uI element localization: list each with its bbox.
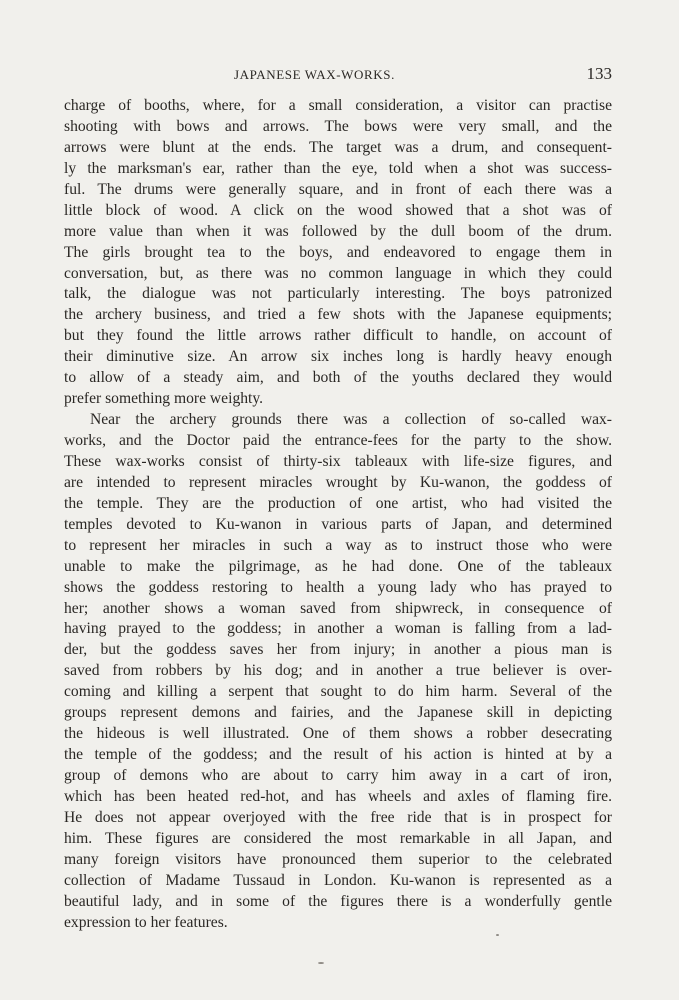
text-line: shows the goddess restoring to health a young lady who has prayed to bbox=[64, 578, 612, 596]
text-line: the temple of the goddess; and the result of his action is hinted at by a bbox=[64, 746, 612, 764]
ink-speck bbox=[496, 934, 499, 936]
text-line: conversation, but, as there was no common language in which they could bbox=[64, 264, 612, 282]
text-line: ful. The drums were generally square, and in front of each there was a bbox=[64, 180, 612, 198]
text-line: talk, the dialogue was not particularly interesting. The boys patronized bbox=[64, 285, 612, 303]
text-line: little block of wood. A click on the wood showed that a shot was of bbox=[64, 201, 612, 219]
page-number: 133 bbox=[586, 64, 612, 83]
text-line: groups represent demons and fairies, and the Japanese skill in depicting bbox=[64, 704, 612, 722]
text-line: the hideous is well illustrated. One of them shows a robber desecrating bbox=[64, 725, 612, 743]
text-line: him. These figures are considered the most remarkable in all Japan, and bbox=[64, 829, 612, 847]
text-line: These wax-works consist of thirty-six tableaux with life-size figures, and bbox=[64, 452, 612, 470]
text-line: temples devoted to Ku-wanon in various parts of Japan, and determined bbox=[64, 515, 612, 533]
text-line: the archery business, and tried a few shots with the Japanese equipments; bbox=[64, 306, 612, 324]
text-line: are intended to represent miracles wrought by Ku-wanon, the goddess of bbox=[64, 473, 612, 491]
text-line: which has been heated red-hot, and has wheels and axles of flaming fire. bbox=[64, 787, 612, 805]
text-line: to represent her miracles in such a way as to instruct those who were bbox=[64, 536, 612, 554]
text-line: her; another shows a woman saved from shipwreck, in consequence of bbox=[64, 599, 612, 617]
paragraph-1 bbox=[64, 96, 612, 410]
text-line: collection of Madame Tussaud in London. Ku-wanon is represented as a bbox=[64, 871, 612, 889]
ink-speck bbox=[318, 962, 324, 964]
text-line: beautiful lady, and in some of the figures there is a wonderfully gentle bbox=[64, 892, 612, 910]
text-line: der, but the goddess saves her from injury; in another a pious man is bbox=[64, 641, 612, 659]
text-line: Near the archery grounds there was a collection of so-called wax- bbox=[90, 411, 612, 429]
text-line: prefer something more weighty. bbox=[64, 390, 264, 408]
text-line: group of demons who are about to carry him away in a cart of iron, bbox=[64, 767, 612, 784]
paragraph-2 bbox=[64, 410, 612, 933]
text-line: unable to make the pilgrimage, as he had done. One of the tableaux bbox=[64, 557, 612, 575]
text-line: having prayed to the goddess; in another a woman is falling from a lad- bbox=[64, 620, 612, 638]
text-line: charge of booths, where, for a small consideration, a visitor can practise bbox=[64, 97, 612, 114]
running-head bbox=[64, 66, 612, 86]
text-line: to allow of a steady aim, and both of the youths declared they would bbox=[64, 369, 612, 387]
running-title: JAPANESE WAX-WORKS. bbox=[234, 67, 395, 82]
text-line: more value than when it was followed by the dull boom of the drum. bbox=[64, 222, 612, 240]
text-line: saved from robbers by his dog; and in another a true believer is over- bbox=[64, 662, 612, 680]
text-line: their diminutive size. An arrow six inches long is hardly heavy enough bbox=[64, 348, 612, 366]
text-line: ly the marksman's ear, rather than the eye, told when a shot was success- bbox=[64, 159, 612, 177]
text-line: many foreign visitors have pronounced them superior to the celebrated bbox=[64, 850, 612, 868]
text-line: works, and the Doctor paid the entrance-fees for the party to the show. bbox=[64, 432, 612, 449]
body-text bbox=[64, 96, 612, 934]
text-line: arrows were blunt at the ends. The target was a drum, and consequent- bbox=[64, 138, 612, 156]
text-line: The girls brought tea to the boys, and endeavored to engage them in bbox=[64, 243, 612, 261]
text-line: shooting with bows and arrows. The bows were very small, and the bbox=[64, 117, 612, 135]
text-line: He does not appear overjoyed with the free ride that is in prospect for bbox=[64, 808, 612, 826]
text-line: the temple. They are the production of one artist, who had visited the bbox=[64, 494, 612, 512]
text-line: expression to her features. bbox=[64, 913, 228, 931]
text-line: but they found the little arrows rather difficult to handle, on account of bbox=[64, 327, 612, 345]
text-line: coming and killing a serpent that sought to do him harm. Several of the bbox=[64, 683, 612, 701]
